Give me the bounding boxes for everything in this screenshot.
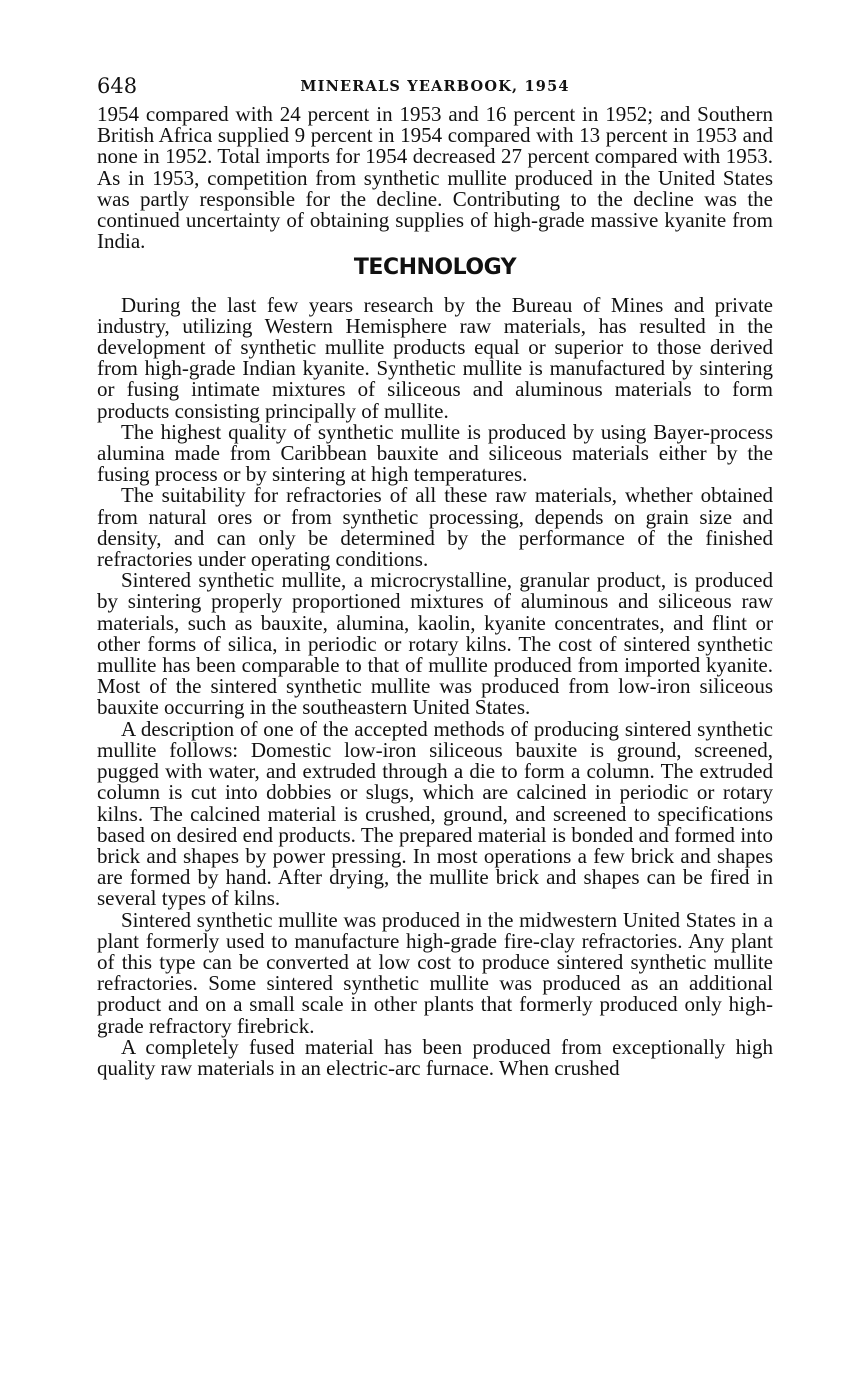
paragraph: Sintered synthetic mullite, a microcrystalline, granular product, is produced by sintering properly proportioned mixtures of aluminous and siliceous raw materials, such as bauxite, alumina, kaolin, kyanite concentrates, and flint or other forms of silica, in periodic or rotary kilns. The cost of sintered synthetic mullite has been comparable to that of mullite produced from imported kyanite. Most of the sintered synthetic mullite was produced from low-iron siliceous bauxite occurring in the southeastern United States. [97,568,773,720]
running-title: MINERALS YEARBOOK, 1954 [300,78,570,95]
intro-paragraph: 1954 compared with 24 percent in 1953 and 16 percent in 1952; and Southern British Africa supplied 9 percent in 1954 compared with 13 percent in 1953 and none in 1952. Total imports for 1954 decreased 27 percent compared with 1953. As in 1953, competition from synthetic mullite produced in the United States was partly responsible for the decline. Contributing to the decline was the continued uncertainty of obtaining supplies of high-grade massive kyanite from India. [97,102,773,254]
paragraph: Sintered synthetic mullite was produced in the midwestern United States in a plant formerly used to manufacture high-grade fire-clay refractories. Any plant of this type can be converted at low cost to produce sintered synthetic mullite refractories. Some sintered synthetic mullite was produced as an additional product and on a small scale in other plants that formerly produced only high-grade refractory firebrick. [97,907,773,1038]
paragraph: During the last few years research by the Bureau of Mines and private industry, utilizing Western Hemisphere raw materials, has resulted in the development of synthetic mullite products equal or superior to those derived from high-grade Indian kyanite. Synthetic mullite is manufactured by sintering or fusing intimate mixtures of siliceous and aluminous materials to form products consisting principally of mullite. [97,292,773,423]
paragraph: The suitability for refractories of all these raw materials, whether obtained from natural ores or from synthetic processing, depends on grain size and density, and can only be determined by the performance of the finished refractories under operating conditions. [97,483,773,572]
page-number: 648 [97,74,138,98]
running-head [97,74,773,104]
section-heading: TECHNOLOGY [353,255,517,281]
document-page [97,74,773,1079]
paragraph: The highest quality of synthetic mullite is produced by using Bayer-process alumina made from Caribbean bauxite and siliceous materials either by the fusing process or by sintering at high temperatures. [97,419,773,487]
paragraph: A completely fused material has been produced from exceptionally high quality raw materials in an electric-arc furnace. When crushed [97,1034,773,1080]
body-text [97,104,773,1079]
paragraph: A description of one of the accepted methods of producing sintered synthetic mullite follows: Domestic low-iron siliceous bauxite is ground, screened, pugged with water, and extruded through a die to form a column. The extruded column is cut into dobbies or slugs, which are calcined in periodic or rotary kilns. The calcined material is crushed, ground, and screened to specifications based on desired end products. The prepared material is bonded and formed into brick and shapes by power pressing. In most operations a few brick and shapes are formed by hand. After drying, the mullite brick and shapes can be fired in several types of kilns. [97,716,773,911]
